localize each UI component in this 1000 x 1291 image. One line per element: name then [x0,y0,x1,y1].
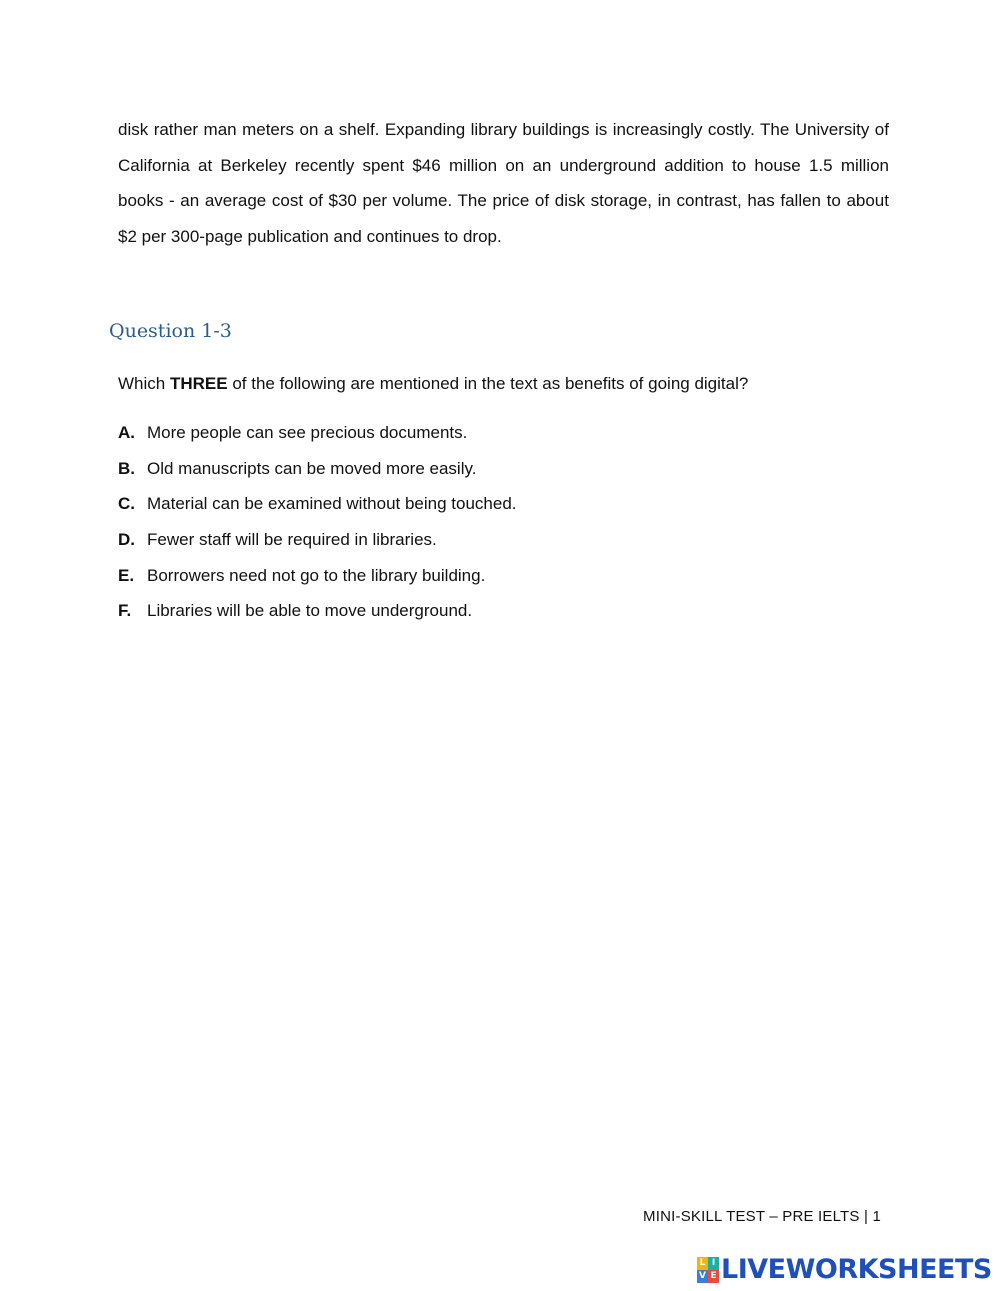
option-letter: B. [118,458,135,478]
answer-option-c [118,492,517,528]
instruction-emphasis: THREE [169,374,228,393]
answer-option-d [118,528,517,564]
answer-option-b [118,457,517,493]
option-text: Material can be examined without being touched. [147,494,517,514]
option-text: Fewer staff will be required in libraries. [147,530,437,550]
liveworksheets-logo[interactable] [697,1254,992,1286]
logo-tile: L [697,1257,708,1270]
option-text: Borrowers need not go to the library building. [147,565,486,585]
instruction-text-start: Which [118,374,170,393]
question-instruction [118,372,748,396]
answer-option-e [118,564,517,600]
instruction-text-end: of the following are mentioned in the text as benefits of going digital? [227,374,749,393]
option-letter: E. [118,565,135,585]
option-text: Old manuscripts can be moved more easily. [147,458,477,478]
reading-passage: disk rather man meters on a shelf. Expanding library buildings is increasingly costly. The University of California at Berkeley recently spent $46 million on an underground addition to house 1.5 million books - an average cost of $30 per volume. The price of disk storage, in contrast, has fallen to about $2 per 300-page publication and continues to drop. [118,120,889,247]
logo-tile: E [708,1270,719,1283]
answer-option-a [118,421,517,457]
option-text: Libraries will be able to move underground. [147,601,473,621]
page-footer: MINI-SKILL TEST – PRE IELTS | 1 [643,1208,881,1225]
option-letter: C. [118,494,135,514]
answer-option-f [118,599,517,635]
logo-wordmark: LIVEWORKSHEETS [721,1254,992,1285]
option-letter: A. [118,423,135,442]
option-letter: D. [118,530,135,550]
option-text: More people can see precious documents. [147,423,468,442]
answer-options-list [118,421,517,635]
question-heading: Question 1-3 [109,320,232,342]
option-letter: F. [118,601,132,621]
logo-tile: I [708,1257,719,1270]
logo-mark-icon [697,1257,719,1283]
logo-tile: V [697,1270,708,1283]
